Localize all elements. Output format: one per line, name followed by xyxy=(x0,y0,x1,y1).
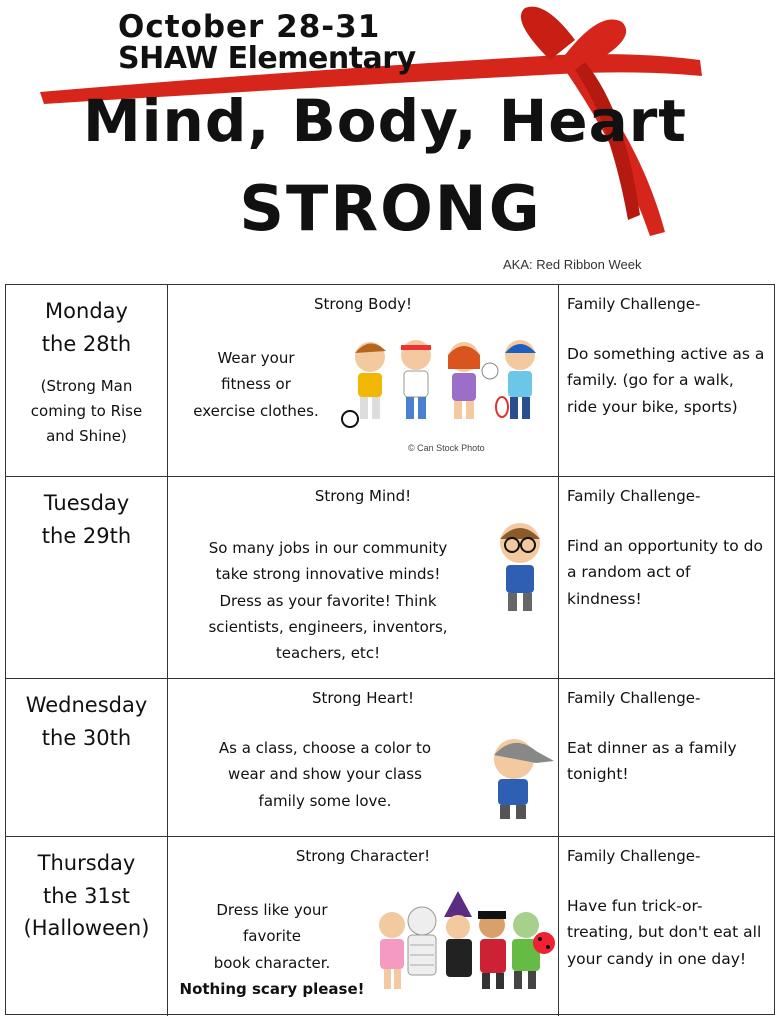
theme-title: Strong Heart! xyxy=(312,689,414,707)
table-row xyxy=(6,285,774,477)
theme-cell xyxy=(168,477,559,678)
family-challenge-cell xyxy=(559,837,774,1016)
theme-description: Wear your fitness or exercise clothes. xyxy=(193,349,319,420)
day-extra: (Halloween) xyxy=(23,916,150,941)
family-challenge-title: Family Challenge- xyxy=(567,295,701,313)
family-challenge-cell xyxy=(559,477,774,678)
costume-kids-icon xyxy=(374,891,556,995)
theme-title: Strong Mind! xyxy=(314,487,412,505)
family-challenge-cell xyxy=(559,285,774,476)
kids-sports-icon xyxy=(340,335,550,435)
theme-cell xyxy=(168,837,559,1016)
family-challenge-description: Do something active as a family. (go for a walk, ride your bike, sports) xyxy=(567,345,765,416)
day-date: the 31st xyxy=(42,883,131,908)
table-row xyxy=(6,837,774,1016)
cap-kid-icon xyxy=(478,727,558,823)
family-challenge-title: Family Challenge- xyxy=(567,689,701,707)
theme-cell xyxy=(168,285,559,476)
table-row xyxy=(6,679,774,837)
day-note: (Strong Man coming to Rise and Shine) xyxy=(30,377,143,445)
day-cell xyxy=(6,285,168,476)
day-date: the 29th xyxy=(41,523,132,548)
event-date: October 28-31 xyxy=(118,9,381,45)
image-credit: © Can Stock Photo xyxy=(408,443,485,453)
theme-description: Dress like your favorite book character. Nothing scary please! xyxy=(174,897,370,1002)
nerdy-kid-icon xyxy=(488,517,552,617)
schedule-table xyxy=(5,284,775,1015)
family-challenge-description: Have fun trick-or-treating, but don't eat all your candy in one day! xyxy=(567,897,762,968)
day-name: Thursday xyxy=(37,851,136,875)
page-title-strong: STRONG xyxy=(239,172,542,245)
family-challenge-cell xyxy=(559,679,774,836)
day-cell xyxy=(6,837,168,1016)
day-name: Wednesday xyxy=(25,693,148,717)
day-date: the 30th xyxy=(41,725,132,750)
theme-description: As a class, choose a color to wear and show your class family some love. xyxy=(218,739,432,810)
header xyxy=(0,0,781,282)
day-name: Monday xyxy=(45,299,128,323)
family-challenge-description: Find an opportunity to do a random act of kindness! xyxy=(567,537,763,608)
day-cell xyxy=(6,477,168,678)
theme-description: So many jobs in our community take strong innovative minds! Dress as your favorite! Think scientists, engineers, inventors, teachers, etc! xyxy=(208,539,448,662)
family-challenge-title: Family Challenge- xyxy=(567,487,701,505)
day-cell xyxy=(6,679,168,836)
school-name: SHAW Elementary xyxy=(118,41,416,76)
theme-warning: Nothing scary please! xyxy=(179,979,365,998)
aka-note: AKA: Red Ribbon Week xyxy=(503,257,642,272)
table-row xyxy=(6,477,774,679)
family-challenge-description: Eat dinner as a family tonight! xyxy=(567,739,737,784)
theme-title: Strong Body! xyxy=(313,295,413,313)
family-challenge-title: Family Challenge- xyxy=(567,847,701,865)
day-name: Tuesday xyxy=(43,491,130,515)
theme-cell xyxy=(168,679,559,836)
page-title: Mind, Body, Heart xyxy=(82,87,688,155)
day-date: the 28th xyxy=(41,331,132,356)
theme-title: Strong Character! xyxy=(295,847,431,865)
